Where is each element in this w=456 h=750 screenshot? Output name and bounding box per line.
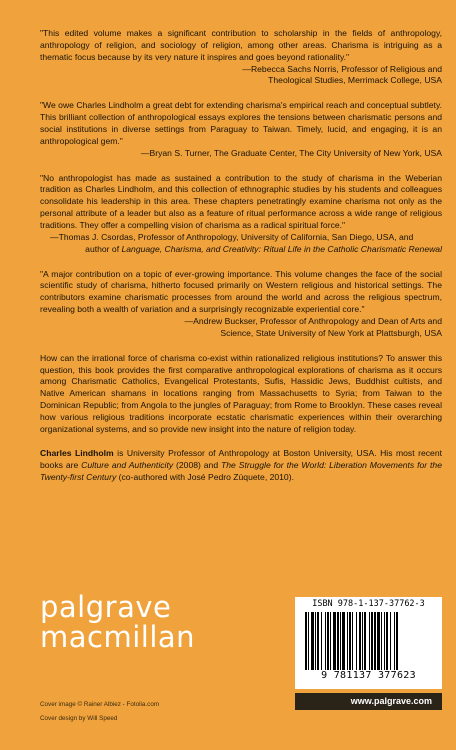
cover-image-credit: Cover image © Rainer Albiez - Fotolia.com bbox=[40, 701, 160, 708]
endorsement-4 bbox=[40, 269, 442, 340]
book-title: The Struggle for the World: Liberation Movements for the Twenty-first Century bbox=[40, 459, 442, 482]
bio-text: (2008) and bbox=[173, 459, 222, 470]
barcode-bar bbox=[396, 612, 398, 670]
endorsement-2 bbox=[40, 100, 442, 159]
barcode-bar bbox=[321, 612, 322, 670]
barcode-bar bbox=[333, 612, 336, 670]
bio-text: is University Professor of Anthropology at Boston University, USA. His most recent books are bbox=[40, 447, 442, 470]
endorsement-attribution: —Rebecca Sachs Norris, Professor of Religious and bbox=[242, 63, 442, 74]
publisher-logo bbox=[40, 592, 195, 652]
barcode-bar bbox=[311, 612, 314, 670]
back-cover-text bbox=[40, 28, 442, 483]
barcode-bar bbox=[330, 612, 331, 670]
cover-design-credit: Cover design by Will Speed bbox=[40, 715, 118, 722]
barcode-number: 9 781137 377623 bbox=[321, 670, 416, 681]
barcode-bar bbox=[377, 612, 380, 670]
barcode-bar bbox=[337, 612, 339, 670]
barcode-bar bbox=[305, 612, 307, 670]
attribution-prefix: author of bbox=[85, 243, 122, 254]
barcode-bar bbox=[369, 612, 370, 670]
barcode-bar bbox=[386, 612, 388, 670]
book-title: Language, Charisma, and Creativity: Ritual Life in the Catholic Charismatic Renewal bbox=[121, 243, 442, 254]
bio-text: (co-authored with José Pedro Zúquete, 2010). bbox=[116, 471, 294, 482]
author-name: Charles Lindholm bbox=[40, 447, 114, 458]
endorsement-text: "We owe Charles Lindholm a great debt for extending charisma's empirical reach and conceptual subtlety. This brilliant collection of anthropological essays explores the tensions between charismatic persons and social institutions in diverse settings from Paraguay to Taiwan. Timely, lucid, and engaging, it is an anthropological gem." bbox=[40, 100, 442, 146]
barcode-bar bbox=[352, 612, 353, 670]
barcode-bar bbox=[342, 612, 345, 670]
barcode-bar bbox=[317, 612, 319, 670]
barcode-bar bbox=[347, 612, 348, 670]
endorsement-text: "This edited volume makes a significant contribution to scholarship in the fields of anthropology, anthropology of religion, and sociology of religion, among other areas. Charisma is intriguing as a thematic focus because by its very nature it inspires and goes beyond rationality." bbox=[40, 28, 442, 62]
endorsement-text: "No anthropologist has made as sustained a contribution to the study of charisma in the Weberian tradition as Charles Lindholm, and this collection of ethnographic studies by his students and colleagues consolidate his leadership in this area. These chapters penetratingly examine charisma not only as the personal attribute of a leader but also as a feature of ritual performance across a wide range of religious traditions. They offer a compelling vision of charisma as a radical spiritual force." bbox=[40, 172, 442, 231]
endorsement-text: "A major contribution on a topic of ever-growing importance. This volume changes the face of the social scientific study of charisma, hitherto focused primarily on Western religious and historical settings. The contributors examine charismatic processes from around the world and across the religious spectrum, revealing both a wealth of variation and a surprisingly recognizable experiential core." bbox=[40, 268, 442, 315]
barcode-bar bbox=[364, 612, 366, 670]
barcode-bar bbox=[362, 612, 363, 670]
barcode-bar bbox=[325, 612, 326, 670]
endorsement-attribution: Science, State University of New York at Plattsburgh, USA bbox=[220, 327, 442, 338]
barcode-icon bbox=[305, 612, 432, 670]
barcode-bar bbox=[390, 612, 391, 670]
barcode-bar bbox=[374, 612, 376, 670]
barcode-bar bbox=[394, 612, 395, 670]
endorsement-attribution: —Thomas J. Csordas, Professor of Anthropology, University of California, San Diego, USA, and bbox=[50, 231, 414, 242]
logo-line-2: macmillan bbox=[40, 620, 196, 654]
cover-credits bbox=[40, 698, 159, 726]
author-bio bbox=[40, 448, 442, 484]
barcode-bar bbox=[349, 612, 351, 670]
endorsement-attribution: —Bryan S. Turner, The Graduate Center, The City University of New York, USA bbox=[140, 147, 442, 158]
barcode-bar bbox=[315, 612, 316, 670]
barcode-bar bbox=[381, 612, 382, 670]
endorsement-attribution: —Andrew Buckser, Professor of Anthropology and Dean of Arts and bbox=[184, 316, 442, 327]
endorsement-attribution: Theological Studies, Merrimack College, USA bbox=[268, 75, 442, 86]
endorsement-1 bbox=[40, 28, 442, 87]
barcode-bar bbox=[359, 612, 361, 670]
isbn-label: ISBN 978-1-137-37762-3 bbox=[312, 599, 425, 609]
website-bar: www.palgrave.com bbox=[295, 693, 442, 710]
barcode-bar bbox=[356, 612, 357, 670]
barcode-bar bbox=[327, 612, 329, 670]
endorsement-3 bbox=[40, 173, 442, 256]
barcode-bar bbox=[384, 612, 385, 670]
barcode-bar bbox=[308, 612, 309, 670]
book-title: Culture and Authenticity bbox=[81, 459, 174, 470]
logo-line-1: palgrave bbox=[40, 590, 172, 624]
barcode-panel bbox=[295, 597, 442, 689]
endorsement-attribution bbox=[40, 244, 442, 256]
barcode-bar bbox=[340, 612, 341, 670]
book-description: How can the irrational force of charisma co-exist within rationalized religious institutions? To answer this question, this book provides the first comparative anthropological explorations of charisma as it occurs among Charismatic Catholics, Evangelical Protestants, Sufis, Hassidic Jews, Buddhist cultists, and Native American shamans in locations ranging from Massachusetts to Syria; from Taiwan to the Dominican Republic; from Angola to the jungles of Paraguay; from Rome to Brooklyn. These cases reveal how various religious traditions incorporate ecstatic charismatic experiences within their overarching organizational systems, and so provide new insight into the nature of religion today. bbox=[40, 352, 442, 434]
barcode-bar bbox=[371, 612, 373, 670]
